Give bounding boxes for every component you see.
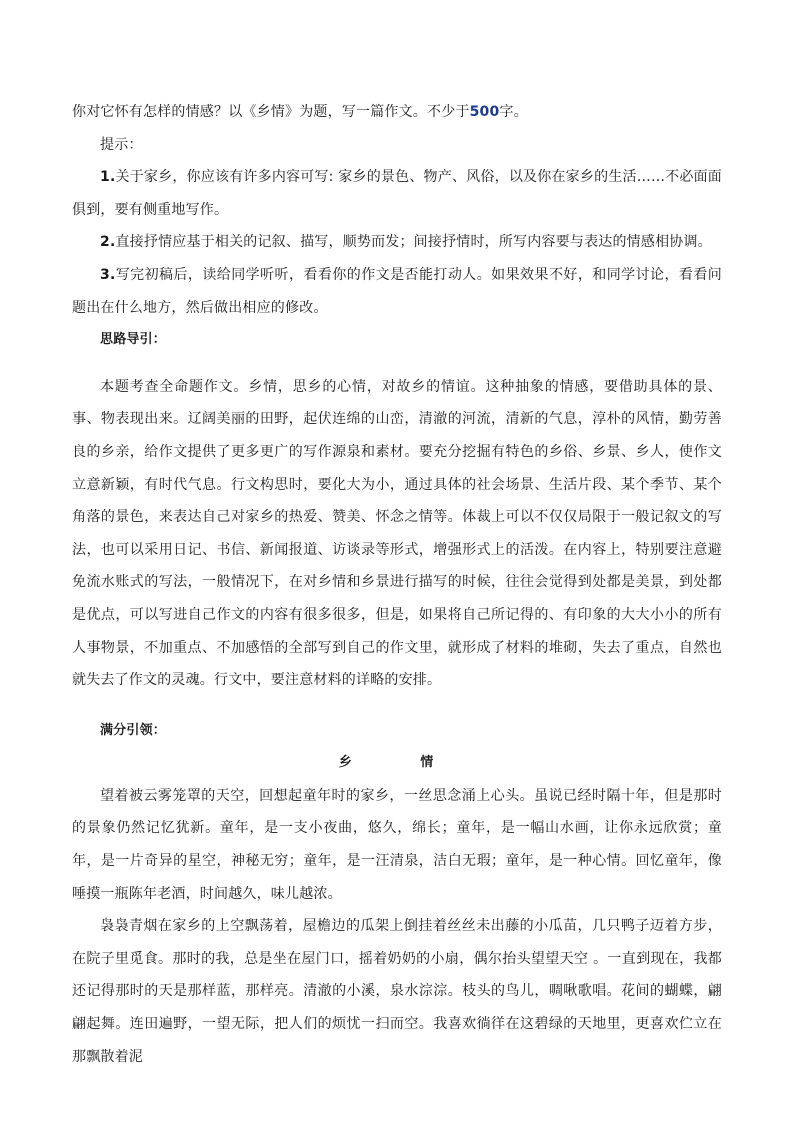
tip-text: 关于家乡，你应该有许多内容可写: 家乡的景色、物产、风俗，以及你在家乡的生活……不必面面俱到，要有侧重地写作。 [72, 169, 722, 218]
spacer [72, 697, 722, 715]
essay-title: 乡 情 [338, 755, 456, 771]
tip-text: 直接抒情应基于相关的记叙、描写，顺势而发；间接抒情时，所写内容要与表达的情感相协调。 [115, 234, 712, 251]
prompt-suffix: 字。 [499, 104, 528, 120]
prompt-line [72, 96, 722, 129]
model-heading: 满分引领： [100, 722, 167, 738]
essay-paragraph-2: 袅袅青烟在家乡的上空飘荡着，屋檐边的瓜架上倒挂着丝丝未出藤的小瓜苗，几只鸭子迈着方步，在院子里觅食。那时的我，总是坐在屋门口，摇着奶奶的小扇，偶尔抬头望望天空 。一直到现在，我都还记得那时的天是那样蓝，那样亮。清澈的小溪，泉水淙淙。枝头的鸟儿，啁啾歌唱。花间的蝴蝶，翩翩起舞。连田遍野，一望无际，把人们的烦忧一扫而空。我喜欢徜徉在这碧绿的天地里，更喜欢伫立在那飘散着泥 [72, 918, 722, 1065]
spacer [72, 357, 722, 371]
word-count: 500 [469, 104, 500, 120]
tip-number: 2. [100, 234, 116, 251]
tips-label: 提示： [100, 136, 143, 153]
guide-body: 本题考查全命题作文。乡情，思乡的心情，对故乡的情谊。这种抽象的情感，要借助具体的景、事、物表现出来。辽阔美丽的田野，起伏连绵的山峦，清澈的河流，清新的气息，淳朴的风情，勤劳善良的乡亲，给作文提供了更多更广的写作源泉和素材。要充分挖掘有特色的乡俗、乡景、乡人，使作文立意新颖，有时代气息。行文构思时，要化大为小，通过具体的社会场景、生活片段、某个季节、某个角落的景色，来表达自己对家乡的热爱、赞美、怀念之情等。体裁上可以不仅仅局限于一般记叙文的写法，也可以采用日记、书信、新闻报道、访谈录等形式，增强形式上的活泼。在内容上，特别要注意避免流水账式的写法，一般情况下，在对乡情和乡景进行描写的时候，往往会觉得到处都是美景，到处都是优点，可以写进自己作文的内容有很多很多，但是，如果将自己所记得的、有印象的大大小小的所有人事物景，不加重点、不加感悟的全部写到自己的作文里，就形成了材料的堆砌，失去了重点，自然也就失去了作文的灵魂。行文中，要注意材料的详略的安排。 [72, 378, 722, 689]
tip-item-1 [72, 161, 722, 226]
prompt-text: 你对它怀有怎样的情感？以《乡情》为题，写一篇作文。不少于 [72, 104, 470, 120]
tip-number: 1. [100, 169, 116, 186]
essay-paragraph-1: 望着被云雾笼罩的天空，回想起童年时的家乡，一丝思念涌上心头。虽说已经时隔十年，但是那时的景象仍然记忆犹新。童年，是一支小夜曲，悠久，绵长；童年，是一幅山水画，让你永远欣赏；童年，是一片奇异的星空，神秘无穷；童年，是一汪清泉，洁白无瑕；童年，是一种心情。回忆童年，像唾摸一瓶陈年老酒，时间越久，味儿越浓。 [72, 787, 722, 902]
guide-heading: 思路导引： [100, 332, 167, 348]
document-page [72, 96, 722, 1073]
tip-item-3 [72, 259, 722, 324]
tip-text: 写完初稿后，读给同学听听，看看你的作文是否能打动人。如果效果不好，和同学讨论，看看问题出在什么地方，然后做出相应的修改。 [72, 266, 722, 316]
tip-item-2 [72, 226, 722, 259]
tip-number: 3. [100, 266, 116, 283]
